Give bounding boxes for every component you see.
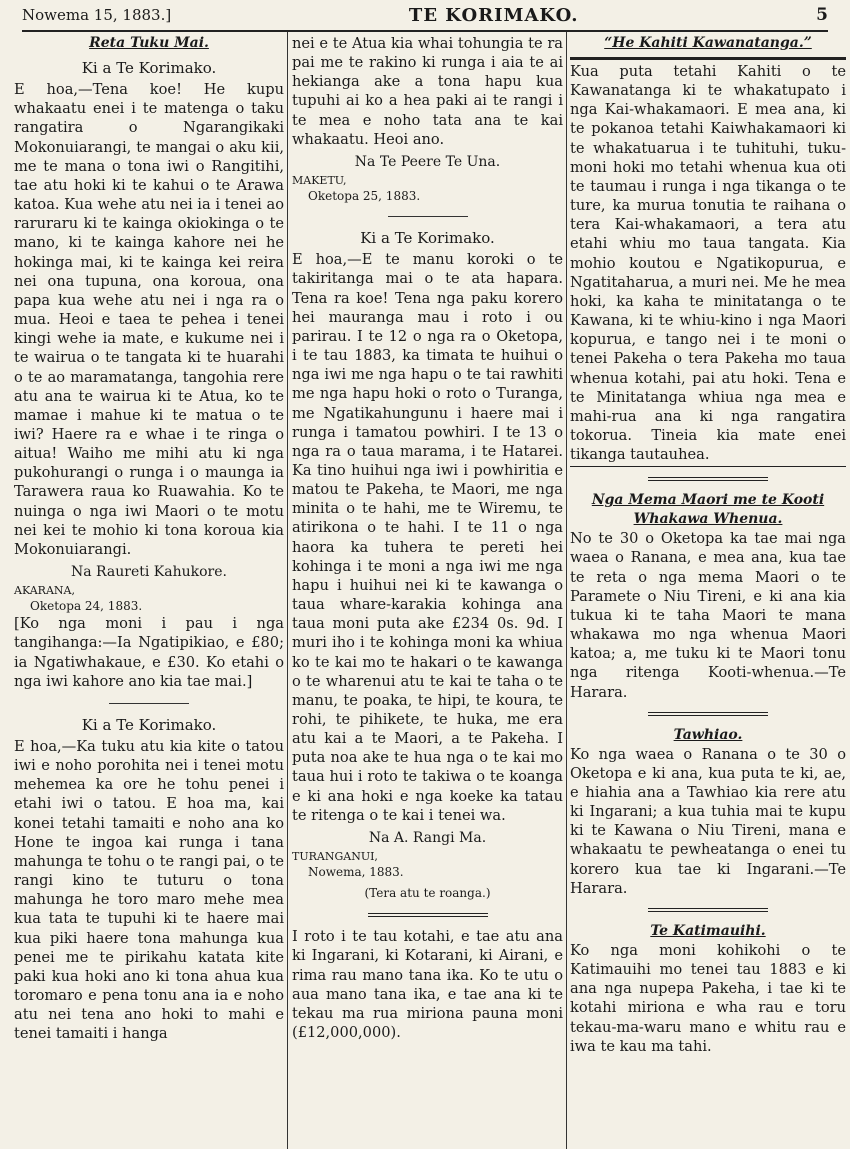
letter-continuation: nei e te Atua kia whai tohungia te ra pai me te rakino ki runga i aia te ai hekianga ake a tona hapu kua tupuhi ai ko a hea paki ai te rangi i te mea e noho tata ana te kai whakaatu. Heoi ano. — [292, 35, 563, 148]
separator — [648, 712, 768, 716]
editor-note: [Ko nga moni i pau i nga tangihanga:—Ia Ngatipikiao, e £80; ia Ngatiwhakaue, e £30. Ko etahi o nga iwi kahore ano kia tae mai.] — [14, 615, 284, 690]
column-divider — [566, 32, 567, 1149]
header-rule — [22, 30, 828, 32]
letter-address: Ki a Te Korimako. — [360, 229, 495, 248]
article-body: No te 30 o Oketopa ka tae mai nga waea o Ranana, e mea ana, kua tae te reta o nga mema Maori o te Paramete o Niu Tireni, e ki ana kia tukua ki te taha Maori te mana whakawa mo nga whenua Maori katoa; a, me tuku ki te Maori tonu nga ritenga Kooti-whenua.—Te Harara. — [570, 530, 846, 701]
column-1 — [14, 34, 284, 1044]
column-2 — [292, 34, 563, 1042]
article-body: Ko nga waea o Ranana o te 30 o Oketopa e ki ana, kua puta te ki, ae, e hiahia ana a Tawhiao kia rere atu ki Ingarani; a kua tuhia mai te kupu ki te Kawana o Niu Tireni, mana e whakaatu te pewheatanga o enei tu korero kua tae ki Ingarani.—Te Harara. — [570, 745, 846, 897]
article-box — [570, 57, 846, 467]
section-heading: Nga Mema Maori me te Kooti Whakawa Whenua. — [591, 492, 825, 528]
letter-date: Oketopa 25, 1883. — [308, 189, 421, 204]
letter-signature: Na A. Rangi Ma. — [368, 829, 487, 846]
separator — [388, 216, 468, 217]
letter-place: MAKETU, — [292, 174, 347, 188]
continued-note: (Tera atu te roanga.) — [364, 886, 491, 901]
column-divider — [287, 32, 288, 1149]
separator — [648, 477, 768, 481]
letter-date: Oketopa 24, 1883. — [30, 599, 143, 614]
letter-address: Ki a Te Korimako. — [81, 715, 217, 734]
letter-place: TURANGANUI, — [292, 850, 378, 864]
page-number: 5 — [816, 5, 828, 25]
separator — [648, 908, 768, 912]
masthead-title: TE KORIMAKO. — [408, 4, 579, 26]
column-3 — [570, 34, 846, 1056]
letter-signature: Na Raureti Kahukore. — [71, 564, 227, 581]
separator — [109, 703, 189, 704]
section-heading: Reta Tuku Mai. — [89, 35, 209, 51]
issue-date: Nowema 15, 1883.] — [22, 6, 172, 24]
article-body: Ko nga moni kohikohi o te Katimauihi mo tenei tau 1883 e ki ana nga nupepa Pakeha, i tae ki te kotahi miriona e wha rau e toru tekau-ma-waru mano e whitu rau e iwa te kau ma tahi. — [570, 941, 846, 1055]
letter-body: E hoa,—E te manu koroki o te takiritanga mai o te ata hapara. Tena ra koe! Tena nga paku korero hei mauranga mau i roto i ou parirau. I te 12 o nga ra o Oketopa, i te tau 1883, ka timata te huihui o nga iwi me nga hapu o te tai rawhiti me nga hapu hoki o roto o Turanga, me Ngatikahungunu i haere mai i runga i tamatou powhiri. I te 13 o nga ra o taua marama, i te Hatarei. Ka tino huihui nga iwi i powhiritia e matou te Pakeha, te Maori, me nga minita o te hahi, me te Wiremu, te atirikona o te hahi. I te 11 o nga haora ka tuhera te pereti hei kohinga i te moni a nga iwi me nga hapu i huihui nei ki te kawanga o taua whare-karakia kohinga ana taua moni puta ake £234 0s. 9d. I muri iho i te kohinga moni ka whiua ko te kai mo te hakari o te kawanga o te wharenui atu te kai te taha o te manu, te poaka, te hipi, te koura, te rohi, te pihikete, te huka, me era atu kai a te Maori, a te Pakeha. I puta noa ake te hua nga o te kai mo taua hui i roto te takiwa o te koanga e ki ana hoki e nga koeke ka tatau te ritenga o te kai i tenei wa. — [292, 251, 563, 824]
letter-address: Ki a Te Korimako. — [81, 59, 217, 77]
news-paragraph: I roto i te tau kotahi, e tae atu ana ki Ingarani, ki Kotarani, ki Airani, e rima rau mano tana ika. Ko te utu o aua mano tana ika, e tae ana ki te tekau ma rua miriona pauna moni (£12,000,000). — [292, 928, 563, 1042]
letter-place: AKARANA, — [14, 584, 75, 598]
section-heading: “He Kahiti Kawanatanga.” — [604, 35, 812, 51]
separator — [368, 913, 488, 917]
section-heading: Tawhiao. — [673, 726, 743, 743]
article-body: Kua puta tetahi Kahiti o te Kawanatanga ki te whakatupato i nga Kai-whakamaori. E mea ana, ki te pokanoa tetahi Kaiwhakamaori ki te whakatuarua i te tuhituhi, tuku-moni hoki mo tetahi whenua kua oti te taumau i runga i nga tikanga o te ture, ka murua tonutia te raihana o tera Kai-whakamaori, a tera atu etahi whiu mo taua tangata. Kia mohio koutou e Ngatikopurua, e Ngatitaharua, a muri nei. Me he mea hoki, ka kaha te minitatanga o te Kawana, ki te whiu-kino i nga Maori kopurua, e tango nei i te moni o tenei Pakeha o tera Pakeha mo taua whenua kotahi, pai atu hoki. Tena e te Minitatanga whiua nga mea e mahi-rua ana ki nga rangatira tokorua. Tineia kia mate enei tikanga tautauhea. — [570, 63, 846, 464]
page-header — [22, 2, 828, 28]
letter-date: Nowema, 1883. — [308, 865, 404, 880]
section-heading: Te Katimauihi. — [650, 922, 766, 939]
letter-body: E hoa,—Tena koe! He kupu whakaatu enei i te matenga o taku rangatira o Ngarangikaki Mokonuiarangi, te mangai o aku kii, me te mana o tona iwi o Rangitihi, tae atu hoki ki te kahui o te Arawa katoa. Kua wehe atu nei ia i tenei ao raruraru ki te kainga okiokinga o te mano, ki te kainga kahore nei he hokinga mai, ki te kainga kei reira nei ona tupuna, ona koroua, ona papa kua wehe atu nei i nga ra o mua. Heoi e taea te pehea i tenei kingi wehe ia mate, e kukume nei i te wairua o te tangata ki te huarahi o te ao maramatanga, tangohia rere atu ana te wairua ki te Atua, ko te mamae i mahue ki te matua o te iwi? Haere ra e whae i te ringa o aitua! Waiho me mihi atu ki nga pukohurangi o runga i o maunga ia Tarawera raua ko Ruawahia. Ko te nuinga o nga iwi Maori o te motu nei kei te mohio ki tona koroua kia Mokonuiarangi. — [14, 81, 284, 558]
letter-signature: Na Te Peere Te Una. — [354, 153, 501, 170]
letter-body: E hoa,—Ka tuku atu kia kite o tatou iwi e noho porohita nei i tenei motu mehemea ka ore he tohu penei i etahi iwi o tatou. E hoa ma, kai konei tetahi tamaiti e noho ana ko Hone te ingoa kai runga i tana mahunga te tohu o te rangi pai, o te rangi kino te tuturu o tona mahunga he toro maro mehe mea kua tata te tupuhi ki te haere mai kua piki haere tona mahunga kua penei me te pirikahu katata kite paki kua hoki ano ki tona ahua kua toromaro e pena tonu ana ia e noho atu nei tena ano hoki to mahi e tenei tamaiti i hanga — [14, 738, 284, 1043]
